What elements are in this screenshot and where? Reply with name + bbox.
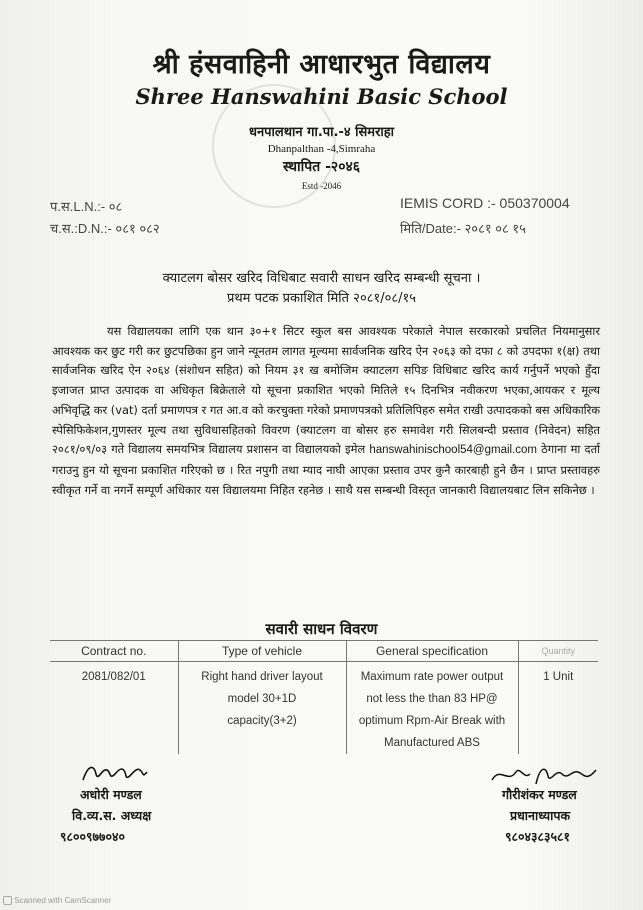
- table-row: [50, 662, 598, 755]
- letter-number: प.स.L.N.:- ०८: [50, 199, 123, 214]
- camscanner-icon: [3, 896, 12, 905]
- address-nepali: धनपालथान गा.पा.-४ सिमराहा: [248, 125, 395, 140]
- school-name-english: Shree Hanswahini Basic School: [135, 84, 508, 109]
- notice-body-text-2: ठेगाना मा दर्ता गराउनु हुन यो सूचना प्रकाशित गरिएको छ । रित नपुगी तथा म्याद नाघी आएका प्रस्ताव उपर कुनै कारबाही हुने छैन । प्राप्त प्रस्तावहरु स्वीकृत गर्ने वा नगर्ने सम्पूर्ण अधिकार यस विद्यालयमा निहित रहनेछ । साथै यस सम्बन्धी विस्तृत जानकारी विद्यालयबाट लिन सकिनेछ ।: [52, 442, 601, 497]
- cell-vehicle-type: Right hand driver layout model 30+1D capacity(3+2): [178, 662, 346, 755]
- right-signatory-phone: ९८०४३८३५८१: [505, 829, 571, 844]
- letter-date: मिति/Date:- २०८१ ०८ १५: [400, 221, 526, 236]
- school-name-nepali: श्री हंसवाहिनी आधारभुत विद्यालय: [152, 49, 491, 80]
- header-vehicle-type: Type of vehicle: [178, 641, 346, 662]
- left-signature: [80, 760, 150, 786]
- notice-body-text-1: यस विद्यालयका लागि एक थान ३०+१ सिटर स्कुल बस आवश्यक परेकाले नेपाल सरकारको प्रचलित नियमानुसार आवश्यक कर छुट गरी कर छुटपछिका हुन जाने न्यूनतम लागत मूल्यमा सार्वजनिक खरिद ऐन २०६३ को दफा ८ को उपदफा १(क्ष) तथा सार्वजनिक खरिद ऐन २०६४ (संशोधन सहित) को नियम ३१ ख बमोजिम क्याटलग सपिङ विधिबाट खरिद कार्य गर्नुपर्ने भएको हुँदा इजाजत प्राप्त उत्पादक वा अधिकृत बिक्रेताले यो सूचना प्रकाशित भएको मितिले १५ दिनभित्र नवीकरण भएका,आयकर र मूल्य अभिवृद्धि कर (vat) दर्ता प्रमाणपत्र र गत आ.व को करचुक्ता गरेको प्रमाणपत्रको प्रतिलिपिहरु समेत राखी उत्पादकको बस अधिकारिक स्पेसिफिकेशन,गुणस्तर मूल्य तथा सुविधासहितको विवरण (क्याटलग वा बोसर हरु समावेश गरी सिलबन्दी प्रस्ताव (निवेदन) सहित २०८१/०९/०३ गते विद्यालय समयभित्र विद्यालय प्रशासन वा विद्यालयको इमेल: [52, 324, 600, 457]
- vehicle-spec-table: [50, 640, 598, 754]
- scanner-label: Scanned with CamScanner: [14, 896, 112, 905]
- right-signatory-name: गौरीशंकर मण्डल: [502, 787, 577, 802]
- left-signatory-title: वि.व्य.स. अध्यक्ष: [72, 808, 152, 823]
- established-english: Estd -2046: [301, 181, 342, 191]
- scanner-watermark: [3, 896, 111, 905]
- notice-published-date: प्रथम पटक प्रकाशित मिति २०८१/०८/१५: [226, 291, 417, 306]
- cell-specification: Maximum rate power output not less the than 83 HP@ optimum Rpm-Air Break with Manufactured ABS: [346, 662, 518, 755]
- notice-body: [52, 322, 600, 500]
- established-nepali: स्थापित -२०४६: [282, 159, 361, 175]
- left-signatory-phone: ९८००९७७०४०: [60, 829, 126, 844]
- email-address: hanswahinischool54@gmail.com: [369, 444, 537, 457]
- header-quantity: Quantity: [518, 641, 598, 662]
- cell-contract-no: 2081/082/01: [81, 671, 146, 683]
- iemis-code: IEMIS CORD :- 050370004: [400, 195, 570, 211]
- address-english: Dhanpalthan -4,Simraha: [267, 143, 376, 155]
- dispatch-number: च.स.:D.N.:- ०८१ ०८२: [50, 221, 160, 236]
- left-signatory-name: अधोरी मण्डल: [80, 787, 142, 802]
- right-signatory-title: प्रधानाध्यापक: [510, 808, 571, 823]
- vehicle-table-title: सवारी साधन विवरण: [265, 620, 378, 638]
- cell-quantity: 1 Unit: [518, 662, 598, 755]
- notice-title: क्याटलग बोसर खरिद विधिबाट सवारी साधन खरिद सम्बन्धी सूचना ।: [162, 271, 481, 286]
- table-header-row: [50, 641, 598, 662]
- right-signature: [490, 762, 600, 788]
- header-specification: General specification: [346, 641, 518, 662]
- header-contract-no: Contract no.: [50, 641, 178, 662]
